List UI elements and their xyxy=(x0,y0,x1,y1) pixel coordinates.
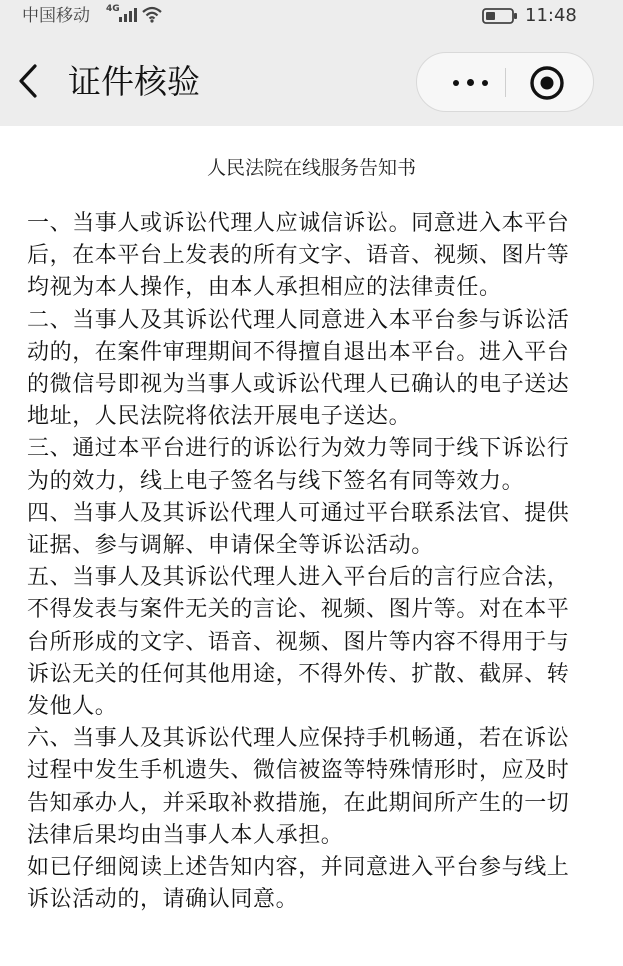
capsule-menu xyxy=(416,52,594,112)
wifi-icon xyxy=(142,6,162,23)
close-circle-icon[interactable] xyxy=(526,62,568,104)
notice-paragraph: 如已仔细阅读上述告知内容，并同意进入平台参与线上诉讼活动的，请确认同意。 xyxy=(27,855,570,913)
notice-paragraph: 五、当事人及其诉讼代理人进入平台后的言行应合法，不得发表与案件无关的言论、视频、图片等。对在本平台所形成的文字、语音、视频、图片等内容不得用于与诉讼无关的任何其他用途，不得外传、扩散、截屏、转发他人。 xyxy=(27,565,570,720)
capsule-divider xyxy=(505,68,506,97)
notice-content xyxy=(0,126,623,966)
more-icon[interactable] xyxy=(437,59,503,105)
page-title: 证件核验 xyxy=(68,62,200,101)
battery-icon xyxy=(482,7,518,25)
nav-bar xyxy=(0,36,623,126)
signal-icon xyxy=(118,8,138,22)
notice-title: 人民法院在线服务告知书 xyxy=(206,157,416,179)
notice-paragraph: 四、当事人及其诉讼代理人可通过平台联系法官、提供证据、参与调解、申请保全等诉讼活动。 xyxy=(27,500,570,559)
network-type: 4G xyxy=(106,4,120,14)
notice-paragraph: 六、当事人及其诉讼代理人应保持手机畅通，若在诉讼过程中发生手机遗失、微信被盗等特殊情形时，应及时告知承办人，并采取补救措施，在此期间所产生的一切法律后果均由当事人本人承担。 xyxy=(27,726,570,848)
status-bar xyxy=(0,0,623,36)
notice-paragraph: 二、当事人及其诉讼代理人同意进入本平台参与诉讼活动的，在案件审理期间不得擅自退出本平台。进入平台的微信号即视为当事人或诉讼代理人已确认的电子送达地址，人民法院将依法开展电子送达。 xyxy=(27,307,570,430)
status-time: 11:48 xyxy=(525,5,577,26)
notice-paragraph: 三、通过本平台进行的诉讼行为效力等同于线下诉讼行为的效力，线上电子签名与线下签名有同等效力。 xyxy=(27,436,570,494)
notice-body xyxy=(27,208,579,916)
carrier-name: 中国移动 xyxy=(22,6,90,26)
notice-paragraph: 一、当事人或诉讼代理人应诚信诉讼。同意进入本平台后，在本平台上发表的所有文字、语音、视频、图片等均视为本人操作，由本人承担相应的法律责任。 xyxy=(27,211,570,301)
back-icon[interactable] xyxy=(10,58,46,104)
